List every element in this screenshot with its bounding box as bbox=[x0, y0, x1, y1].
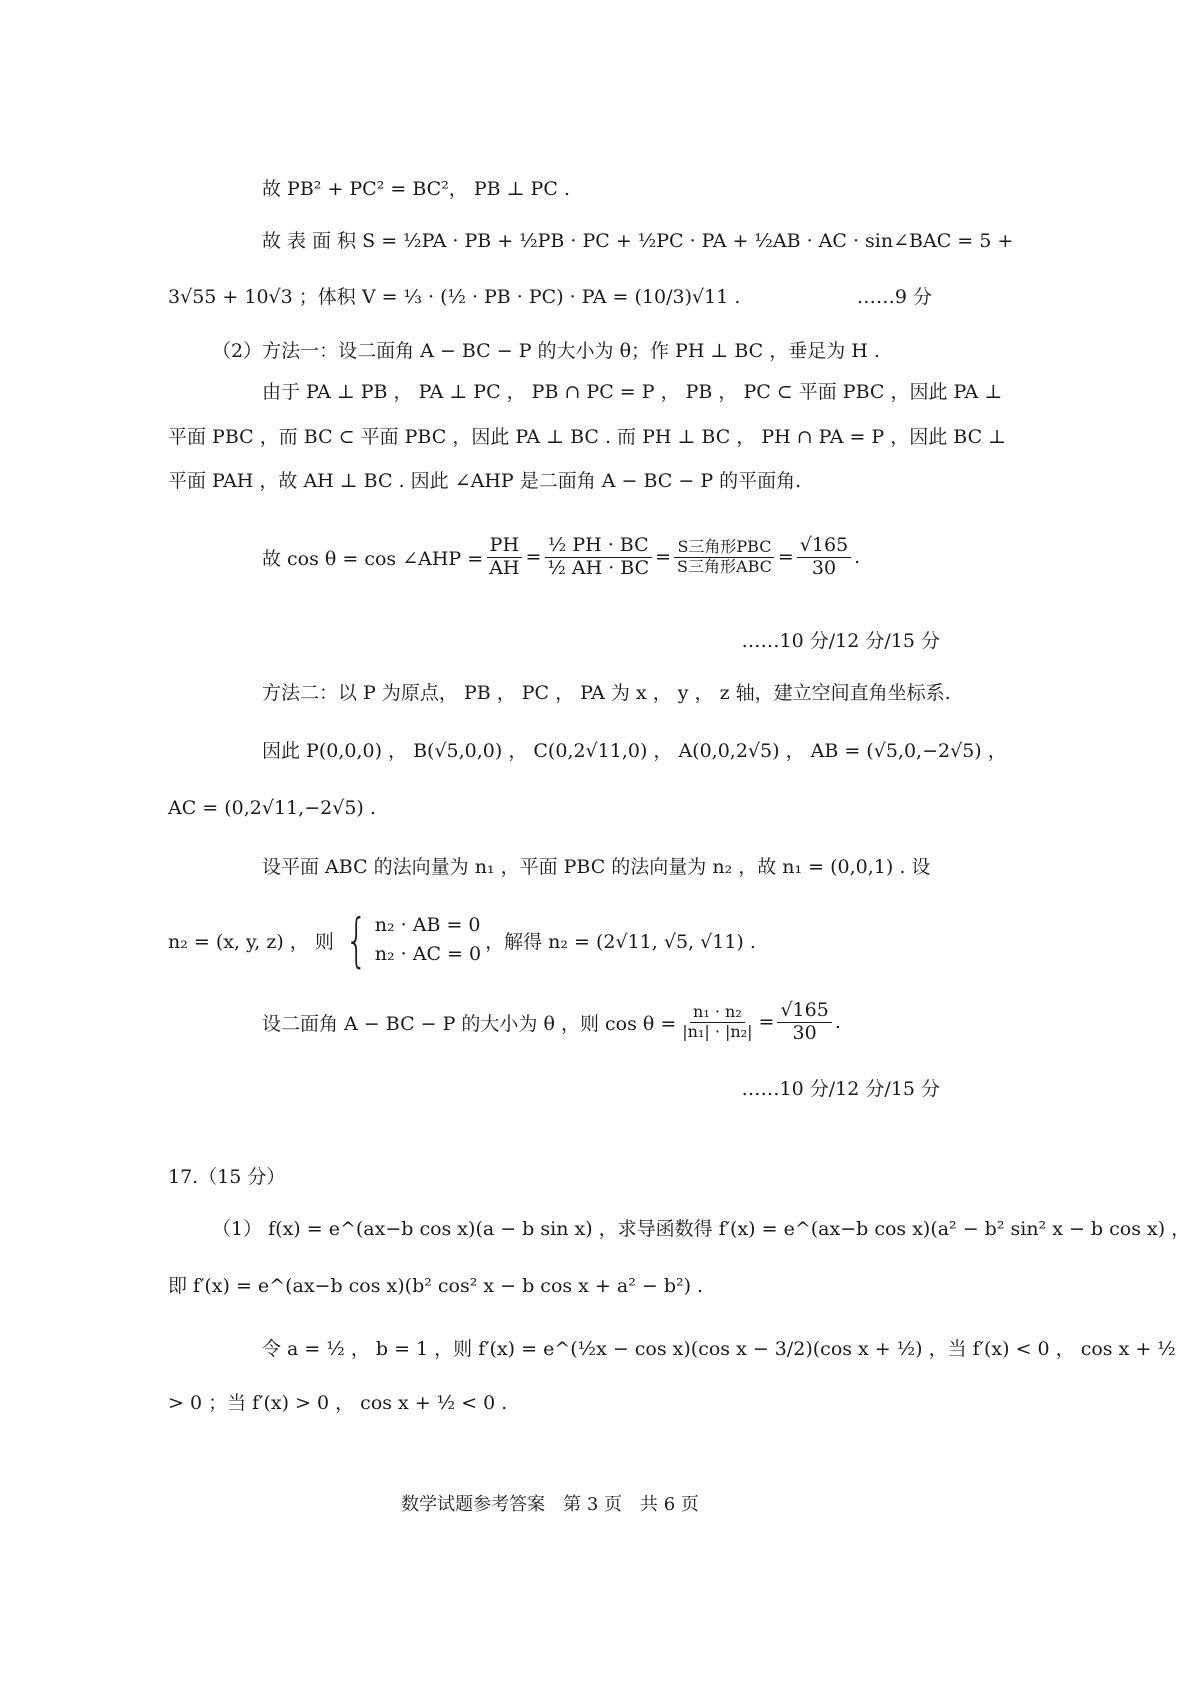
cos-equation bbox=[262, 518, 860, 596]
page-footer: 数学试题参考答案 第 3 页 共 6 页 bbox=[401, 1494, 699, 1515]
text-line: 方法二：以 P 为原点， PB ， PC ， PA 为 x ， y ， z 轴，建立空间直角坐标系. bbox=[262, 682, 951, 704]
period: . bbox=[854, 546, 861, 568]
equation-prefix: 设二面角 A − BC − P 的大小为 θ ，则 cos θ = bbox=[262, 1012, 677, 1035]
equation-prefix: 故 cos θ = cos ∠AHP = bbox=[262, 547, 484, 570]
text-line: 故 表 面 积 S = ½PA · PB + ½PB · PC + ½PC · PA + ½AB · AC · sin∠BAC = 5 + bbox=[262, 230, 1014, 252]
equals-sign: = bbox=[758, 1011, 775, 1033]
denominator: ½ AH · BC bbox=[547, 556, 650, 579]
text-line: 由于 PA ⊥ PB ， PA ⊥ PC ， PB ∩ PC = P ， PB ， PC ⊂ 平面 PBC ，因此 PA ⊥ bbox=[262, 381, 1003, 403]
text-line: 令 a = ½ ， b = 1 ，则 f′(x) = e^(½x − cos x)(cos x − 3/2)(cos x + ½) ，当 f′(x) < 0 ， cos x + ½ bbox=[262, 1338, 1176, 1360]
fraction bbox=[486, 535, 522, 580]
fraction bbox=[679, 1003, 755, 1041]
score-marker: ……10 分/12 分/15 分 bbox=[741, 1078, 940, 1100]
equation-system-line bbox=[168, 904, 756, 976]
denominator: |n₁| · |n₂| bbox=[682, 1021, 753, 1041]
period: . bbox=[834, 1011, 841, 1033]
equals-sign: = bbox=[777, 546, 794, 568]
equation-system bbox=[338, 906, 482, 974]
text-line: 故 PB² + PC² = BC²， PB ⊥ PC . bbox=[262, 178, 570, 200]
fraction bbox=[777, 1000, 831, 1045]
denominator: AH bbox=[489, 556, 520, 579]
question-header: 17.（15 分） bbox=[168, 1166, 286, 1188]
fraction bbox=[544, 535, 652, 580]
text-line: 平面 PAH ，故 AH ⊥ BC . 因此 ∠AHP 是二面角 A − BC − P 的平面角. bbox=[168, 470, 802, 492]
score-marker: ……9 分 bbox=[856, 286, 932, 308]
text-line: 设平面 ABC 的法向量为 n₁ ，平面 PBC 的法向量为 n₂ ，故 n₁ = (0,0,1) . 设 bbox=[262, 856, 931, 878]
cos-equation bbox=[262, 988, 841, 1056]
text-line: 即 f′(x) = e^(ax−b cos x)(b² cos² x − b cos x + a² − b²) . bbox=[168, 1275, 704, 1297]
denominator: 30 bbox=[811, 556, 837, 579]
numerator: PH bbox=[487, 535, 522, 558]
fraction bbox=[797, 535, 851, 580]
numerator: n₁ · n₂ bbox=[690, 1003, 745, 1022]
numerator: ½ PH · BC bbox=[545, 535, 652, 558]
text-line: （1） f(x) = e^(ax−b cos x)(a − b sin x) ，求导函数得 f′(x) = e^(ax−b cos x)(a² − b² sin² x − b cos x) ， bbox=[212, 1218, 1191, 1240]
denominator: 30 bbox=[792, 1021, 817, 1044]
equals-sign: = bbox=[655, 546, 672, 568]
score-marker: ……10 分/12 分/15 分 bbox=[741, 630, 940, 652]
text-line: > 0 ；当 f′(x) > 0 ， cos x + ½ < 0 . bbox=[168, 1392, 508, 1414]
numerator: √165 bbox=[797, 535, 851, 558]
text-fragment: ，解得 n₂ = (2√11, √5, √11) . bbox=[485, 930, 756, 953]
text-line: 因此 P(0,0,0) ， B(√5,0,0) ， C(0,2√11,0) ， A(0,0,2√5) ， AB = (√5,0,−2√5) ， bbox=[262, 740, 1007, 762]
text-line: （2）方法一：设二面角 A − BC − P 的大小为 θ；作 PH ⊥ BC ，垂足为 H . bbox=[212, 340, 880, 362]
denominator: S三角形ABC bbox=[677, 556, 772, 576]
text-line: AC = (0,2√11,−2√5) . bbox=[168, 797, 376, 819]
text-line: 平面 PBC ，而 BC ⊂ 平面 PBC ，因此 PA ⊥ BC . 而 PH ⊥ BC ， PH ∩ PA = P ，因此 BC ⊥ bbox=[168, 426, 1007, 448]
system-row: n₂ · AB = 0 bbox=[374, 913, 481, 936]
numerator: S三角形PBC bbox=[674, 538, 774, 557]
numerator: √165 bbox=[777, 1000, 831, 1023]
fraction bbox=[674, 538, 775, 576]
system-row: n₂ · AC = 0 bbox=[374, 943, 482, 965]
equals-sign: = bbox=[525, 546, 542, 568]
text-fragment: n₂ = (x, y, z) ， 则 bbox=[168, 930, 334, 953]
text-line: 3√55 + 10√3 ；体积 V = ⅓ · (½ · PB · PC) · PA = (10/3)√11 . bbox=[168, 286, 741, 308]
brace: { bbox=[345, 906, 368, 974]
